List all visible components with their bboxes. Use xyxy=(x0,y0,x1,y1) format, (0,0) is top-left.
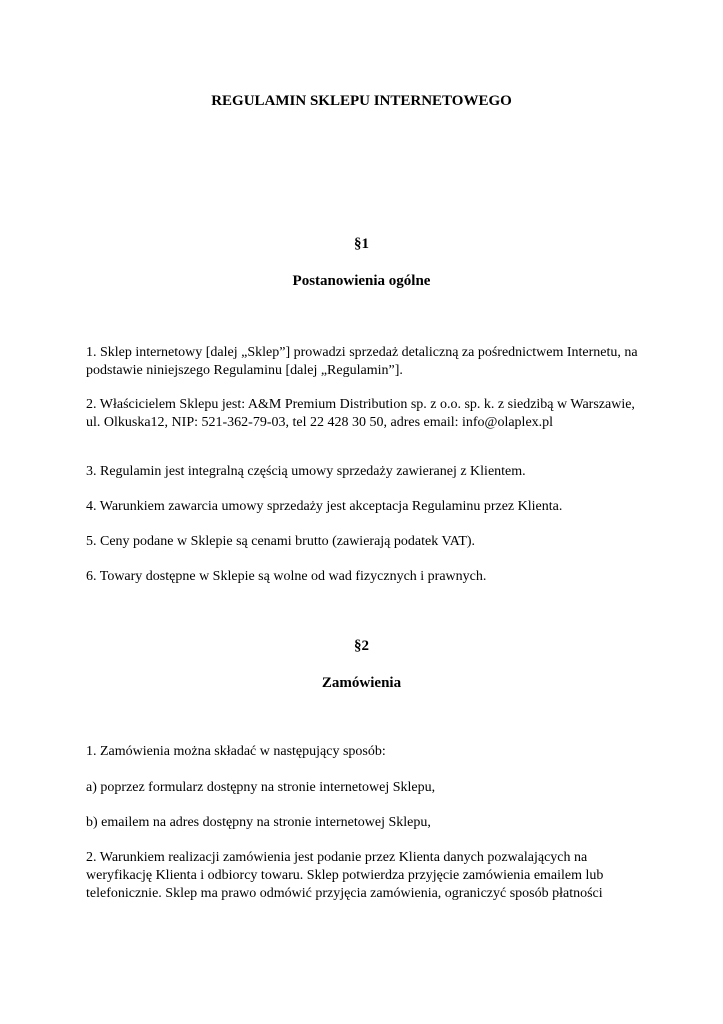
section-1-paragraph-3: 3. Regulamin jest integralną częścią umowy sprzedaży zawieranej z Klientem. xyxy=(86,464,526,479)
section-1-number: §1 xyxy=(354,236,369,252)
section-1-heading: Postanowienia ogólne xyxy=(292,273,431,289)
section-2-paragraph-4: 2. Warunkiem realizacji zamówienia jest podanie przez Klienta danych pozwalających na weryfikację Klienta i odbiorcy towaru. Sklep potwierdza przyjęcie zamówienia emailem lub telefonicznie. Sklep ma prawo odmówić przyjęcia zamówienia, ograniczyć sposób płatności xyxy=(86,850,604,901)
section-2-paragraph-3: b) emailem na adres dostępny na stronie internetowej Sklepu, xyxy=(86,815,431,830)
section-2-number: §2 xyxy=(354,638,369,654)
section-1-paragraph-2: 2. Właścicielem Sklepu jest: A&M Premium Distribution sp. z o.o. sp. k. z siedzibą w Warszawie, ul. Olkuska12, NIP: 521-362-79-03, tel 22 428 30 50, adres email: info@olaplex.pl xyxy=(86,397,635,430)
section-1-paragraph-1: 1. Sklep internetowy [dalej „Sklep”] prowadzi sprzedaż detaliczną za pośrednictwem Internetu, na podstawie niniejszego Regulaminu [dalej „Regulamin”]. xyxy=(86,345,638,378)
section-2-paragraph-2: a) poprzez formularz dostępny na stronie internetowej Sklepu, xyxy=(86,780,436,795)
section-1-paragraph-6: 6. Towary dostępne w Sklepie są wolne od wad fizycznych i prawnych. xyxy=(86,569,487,584)
section-2-heading: Zamówienia xyxy=(321,675,402,691)
section-2-paragraph-1: 1. Zamówienia można składać w następujący sposób: xyxy=(86,744,386,759)
section-1-paragraph-4: 4. Warunkiem zawarcia umowy sprzedaży jest akceptacja Regulaminu przez Klienta. xyxy=(86,499,563,514)
document-title: REGULAMIN SKLEPU INTERNETOWEGO xyxy=(211,93,512,109)
section-1-paragraph-5: 5. Ceny podane w Sklepie są cenami brutto (zawierają podatek VAT). xyxy=(86,534,476,549)
